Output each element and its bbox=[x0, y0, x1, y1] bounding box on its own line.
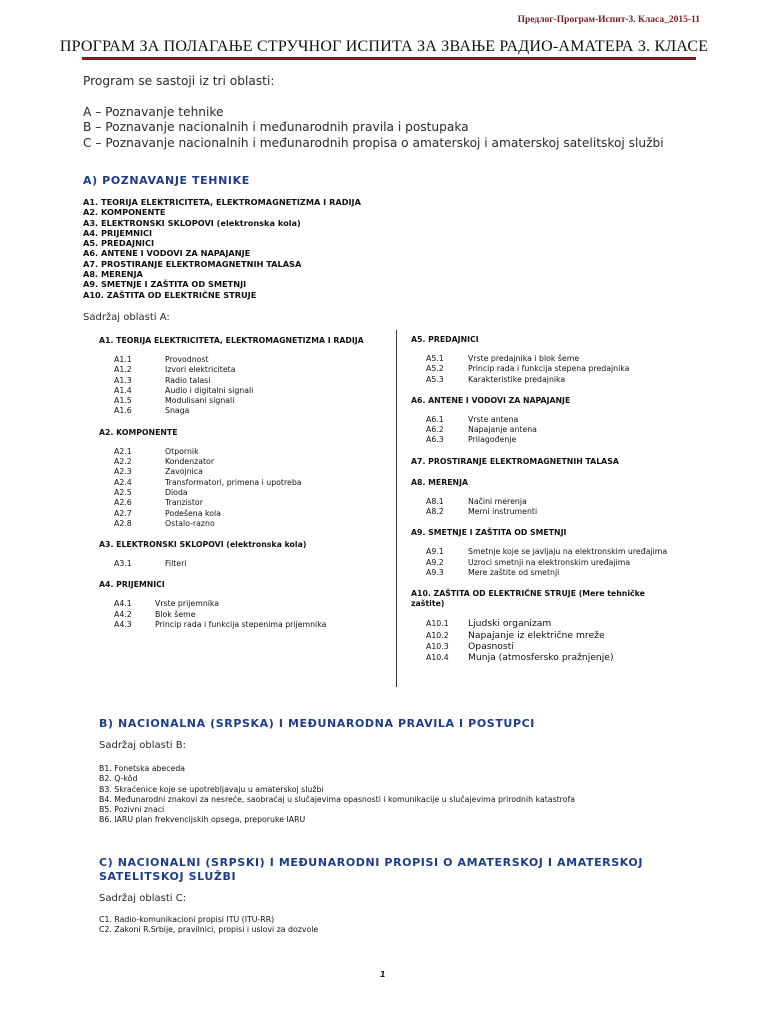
group-items-a1 bbox=[99, 355, 369, 417]
list-item: A9.2 Uzroci smetnji na elektronskim uređajima bbox=[426, 557, 631, 567]
group-title-a9: A9. SMETNJE I ZAŠTITA OD SMETNJI bbox=[411, 528, 567, 538]
group-title-a2: A2. KOMPONENTE bbox=[99, 427, 178, 437]
list-item: A1.6 Snaga bbox=[114, 406, 190, 416]
section-a-content-label: Sadržaj oblasti A: bbox=[83, 312, 170, 323]
list-item: A1.1 Provodnost bbox=[114, 355, 209, 364]
group-items-a6 bbox=[411, 415, 681, 446]
list-item: A10.3 Opasnosti bbox=[426, 641, 514, 653]
section-a-left-column bbox=[99, 336, 369, 630]
toc-item: A10. ZAŠTITA OD ELEKTRIČNE STRUJE bbox=[83, 289, 257, 300]
list-item: B4. Međunarodni znakovi za nesreće, saobraćaj u slučajevima opasnosti i komunikacije u slučajevima prirodnih katastrofa bbox=[99, 794, 576, 804]
list-item: A5.3 Karakteristike predajnika bbox=[426, 374, 566, 384]
list-item: B2. Q-kôd bbox=[99, 774, 138, 784]
section-c-list bbox=[99, 915, 318, 936]
list-item: A8.2 Merni instrumenti bbox=[426, 507, 538, 517]
section-c-heading: C) NACIONALNI (SRPSKI) I MEĐUNARODNI PROPISI O AMATERSKOJ I AMATERSKOJ SATELITSKOJ SLUŽBI bbox=[99, 856, 644, 883]
list-item: A6.3 Prilagođenje bbox=[426, 435, 517, 445]
list-item: A2.7 Podešena kola bbox=[114, 508, 221, 518]
group-title-a10: A10. ZAŠTITA OD ELEKTRIČNE STRUJE (Mere tehničke zaštite) bbox=[411, 589, 645, 609]
list-item: A4.1 Vrste prijemnika bbox=[114, 599, 220, 609]
list-item: B3. Skraćenice koje se upotrebljavaju u amaterskoj službi bbox=[99, 784, 324, 794]
list-item: C1. Radio-komunikacioni propisi ITU (ITU-RR) bbox=[99, 915, 275, 924]
list-item: A4.2 Blok šeme bbox=[114, 609, 196, 619]
section-b-content-label: Sadržaj oblasti B: bbox=[99, 740, 186, 751]
intro-lead: Program se sastoji iz tri oblasti: bbox=[83, 74, 275, 88]
intro-area-b: B – Poznavanje nacionalnih i međunarodnih pravila i postupaka bbox=[83, 120, 469, 135]
list-item: A10.4 Munja (atmosfersko pražnjenje) bbox=[426, 652, 614, 664]
section-a-right-column bbox=[411, 335, 681, 664]
list-item: A4.3 Princip rada i funkcija stepenima prijemnika bbox=[114, 620, 327, 630]
group-title-a4: A4. PRIJEMNICI bbox=[99, 580, 165, 590]
toc-item: A4. PRIJEMNICI bbox=[83, 227, 153, 238]
toc-item: A3. ELEKTRONSKI SKLOPOVI (elektronska kola) bbox=[83, 217, 301, 228]
toc-item: A9. SMETNJE I ZAŠTITA OD SMETNJI bbox=[83, 279, 247, 290]
group-title-a7: A7. PROSTIRANJE ELEKTROMAGNETNIH TALASA bbox=[411, 456, 619, 466]
toc-item: A6. ANTENE I VODOVI ZA NAPAJANJE bbox=[83, 248, 251, 259]
group-title-a5: A5. PREDAJNICI bbox=[411, 335, 479, 344]
toc-item: A1. TEORIJA ELEKTRICITETA, ELEKTROMAGNETIZMA I RADIJA bbox=[83, 197, 361, 207]
group-items-a10 bbox=[411, 618, 681, 664]
list-item: A10.2 Napajanje iz električne mreže bbox=[426, 629, 605, 641]
intro-area-a: A – Poznavanje tehnike bbox=[83, 104, 224, 119]
section-a-heading: A) POZNAVANJE TEHNIKE bbox=[83, 174, 250, 187]
title-rule bbox=[82, 57, 696, 60]
group-items-a2 bbox=[99, 447, 369, 529]
list-item: A2.4 Transformatori, primena i upotreba bbox=[114, 477, 302, 487]
section-b-heading: B) NACIONALNA (SRPSKA) I MEĐUNARODNA PRAVILA I POSTUPCI bbox=[99, 717, 535, 730]
list-item: B1. Fonetska abeceda bbox=[99, 764, 186, 773]
column-divider bbox=[396, 330, 397, 687]
running-head: Предлог-Програм-Испит-3. Класа_2015-11 bbox=[517, 15, 700, 25]
list-item: A2.2 Kondenzator bbox=[114, 457, 215, 467]
section-a-toc bbox=[83, 197, 361, 300]
group-items-a4 bbox=[99, 599, 369, 630]
group-items-a8 bbox=[411, 497, 681, 518]
list-item: A5.2 Princip rada i funkcija stepena predajnika bbox=[426, 364, 630, 374]
list-item: A2.5 Dioda bbox=[114, 487, 188, 497]
toc-item: A5. PREDAJNICI bbox=[83, 238, 155, 249]
group-title-a1: A1. TEORIJA ELEKTRICITETA, ELEKTROMAGNETIZMA I RADIJA bbox=[99, 336, 364, 345]
list-item: A9.3 Mere zaštite od smetnji bbox=[426, 567, 560, 577]
list-item: A6.2 Napajanje antena bbox=[426, 425, 537, 435]
list-item: A1.5 Modulisani signali bbox=[114, 396, 235, 406]
section-b-list bbox=[99, 764, 575, 826]
group-items-a5 bbox=[411, 354, 681, 385]
group-items-a9 bbox=[411, 547, 681, 578]
list-item: A3.1 Filteri bbox=[114, 559, 187, 569]
list-item: A10.1 Ljudski organizam bbox=[426, 618, 552, 630]
list-item: B5. Pozivni znaci bbox=[99, 805, 165, 815]
list-item: A1.2 Izvori elektriciteta bbox=[114, 365, 236, 375]
group-items-a3 bbox=[99, 559, 369, 569]
list-item: A8.1 Načini merenja bbox=[426, 496, 527, 506]
group-title-a3: A3. ELEKTRONSKI SKLOPOVI (elektronska kola) bbox=[99, 540, 307, 550]
list-item: A2.1 Otpornik bbox=[114, 446, 199, 456]
section-c-content-label: Sadržaj oblasti C: bbox=[99, 893, 187, 904]
list-item: A5.1 Vrste predajnika i blok šeme bbox=[426, 354, 580, 363]
group-title-a6: A6. ANTENE I VODOVI ZA NAPAJANJE bbox=[411, 395, 571, 405]
list-item: A1.4 Audio i digitalni signali bbox=[114, 385, 254, 395]
page-title: ПРОГРАМ ЗА ПОЛАГАЊЕ СТРУЧНОГ ИСПИТА ЗА ЗВАЊЕ РАДИО-АМАТЕРА 3. КЛАСЕ bbox=[59, 38, 709, 55]
list-item: A2.6 Tranzistor bbox=[114, 498, 203, 508]
intro-block bbox=[83, 74, 664, 151]
list-item: B6. IARU plan frekvencijskih opsega, preporuke IARU bbox=[99, 815, 306, 825]
toc-item: A2. KOMPONENTE bbox=[83, 207, 166, 218]
list-item: C2. Zakoni R.Srbije, pravilnici, propisi i uslovi za dozvole bbox=[99, 925, 319, 935]
group-title-a8: A8. MERENJA bbox=[411, 477, 469, 487]
list-item: A1.3 Radio talasi bbox=[114, 375, 211, 385]
toc-item: A8. MERENJA bbox=[83, 269, 143, 280]
intro-area-c: C – Poznavanje nacionalnih i međunarodnih propisa o amaterskoj i amaterskoj satelitskoj službi bbox=[83, 135, 664, 150]
list-item: A6.1 Vrste antena bbox=[426, 414, 519, 424]
list-item: A2.3 Zavojnica bbox=[114, 467, 203, 477]
list-item: A9.1 Smetnje koje se javljaju na elektronskim uređajima bbox=[426, 547, 668, 557]
page-number: 1 bbox=[380, 970, 386, 979]
toc-item: A7. PROSTIRANJE ELEKTROMAGNETNIH TALASA bbox=[83, 258, 302, 269]
list-item: A2.8 Ostalo-razno bbox=[114, 518, 215, 528]
